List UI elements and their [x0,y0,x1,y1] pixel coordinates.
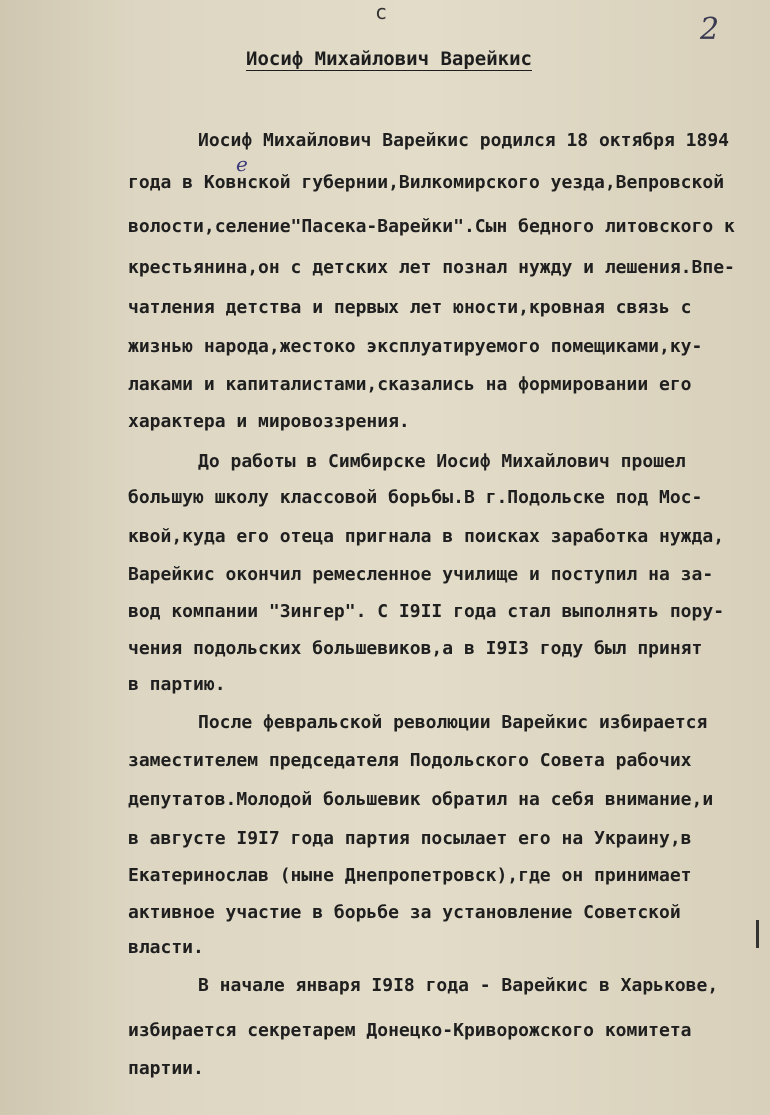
text-line: года в Ковнской губернии,Вилкомирского уезда,Вепровской [128,172,725,193]
text-line: Екатеринослав (ныне Днепропетровск),где он принимает [128,865,692,886]
text-line: депутатов.Молодой большевик обратил на себя внимание,и [128,789,714,810]
text-line: чатления детства и первых лет юности,кровная связь с [128,297,692,318]
text-line: волости,селение"Пасека-Варейки".Сын бедного литовского к [128,216,735,237]
text-line: большую школу классовой борьбы.В г.Подольске под Мос- [128,487,703,508]
edge-mark [756,920,759,948]
text-line: Иосиф Михайлович Варейкис родился 18 октября 1894 [198,130,730,151]
document-title: Иосиф Михайлович Варейкис [246,48,532,70]
top-mark: с [375,0,388,24]
text-line: крестьянина,он с детских лет познал нужду и лешения.Впе- [128,257,735,278]
text-line: в партию. [128,674,226,695]
text-line: После февральской революции Варейкис избирается [198,712,708,733]
text-line: активное участие в борьбе за установление Советской [128,902,681,923]
text-line: В начале января I9I8 года - Варейкис в Харькове, [198,975,719,996]
handwritten-page-number: 2 [700,12,720,47]
text-line: характера и мировоззрения. [128,411,410,432]
text-line: жизнью народа,жестоко эксплуатируемого помещиками,ку- [128,336,703,357]
text-line: партии. [128,1058,204,1079]
text-line: До работы в Симбирске Иосиф Михайлович прошел [198,451,686,472]
text-line: вод компании "Зингер". С I9II года стал выполнять пору- [128,601,725,622]
text-line: чения подольских большевиков,а в I9I3 году был принят [128,638,703,659]
text-line: власти. [128,937,204,958]
text-line: квой,куда его отеца пригнала в поисках заработка нужда, [128,526,725,547]
handwritten-correction: е [236,152,248,176]
text-line: заместителем председателя Подольского Совета рабочих [128,750,692,771]
text-line: Варейкис окончил ремесленное училище и поступил на за- [128,564,714,585]
text-line: лаками и капиталистами,сказались на формировании его [128,374,692,395]
text-line: в августе I9I7 года партия посылает его на Украину,в [128,828,692,849]
text-line: избирается секретарем Донецко-Криворожского комитета [128,1020,692,1041]
